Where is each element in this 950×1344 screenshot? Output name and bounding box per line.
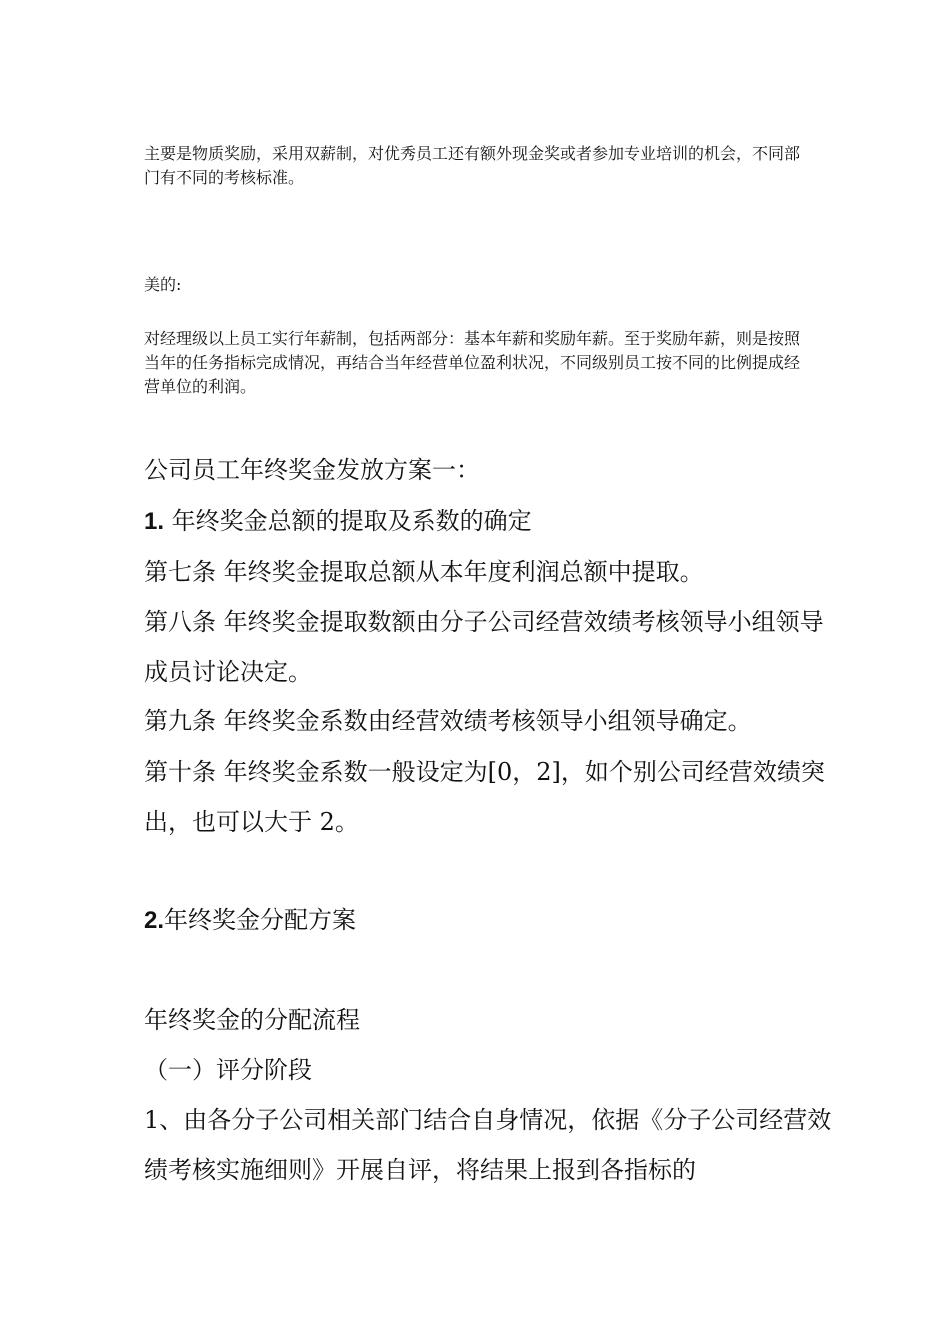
section1-title: 年终奖金总额的提取及系数的确定 xyxy=(171,507,532,535)
section1-heading xyxy=(144,496,834,547)
intro-paragraph: 主要是物质奖励，采用双薪制，对优秀员工还有额外现金奖或者参加专业培训的机会，不同部门有不同的考核标准。 xyxy=(144,144,801,187)
process-title: 年终奖金的分配流程 xyxy=(144,1006,360,1034)
midea-paragraph: 对经理级以上员工实行年薪制，包括两部分：基本年薪和奖励年薪。至于奖励年薪，则是按照当年的任务指标完成情况，再结合当年经营单位盈利状况，不同级别员工按不同的比例提成经营单位的利润。 xyxy=(144,329,801,396)
section1-number: 1. xyxy=(144,508,165,535)
article-10: 第十条 年终奖金系数一般设定为[0，2]，如个别公司经营效绩突出，也可以大于 2。 xyxy=(144,758,825,836)
article-9: 第九条 年终奖金系数由经营效绩考核领导小组领导确定。 xyxy=(144,707,752,735)
stage1-title: （一）评分阶段 xyxy=(144,1056,312,1084)
step-1: 1、由各分子公司相关部门结合自身情况，依据《分子公司经营效绩考核实施细则》开展自评，将结果上报到各指标的 xyxy=(144,1106,832,1184)
article-8: 第八条 年终奖金提取数额由分子公司经营效绩考核领导小组领导成员讨论决定。 xyxy=(144,608,824,686)
midea-heading: 美的: xyxy=(144,275,182,294)
section2-title: 年终奖金分配方案 xyxy=(164,906,357,934)
plan-title: 公司员工年终奖金发放方案一： xyxy=(144,456,480,484)
section2-number: 2. xyxy=(144,907,165,934)
article-7: 第七条 年终奖金提取总额从本年度利润总额中提取。 xyxy=(144,558,704,586)
section2-heading xyxy=(144,895,834,946)
